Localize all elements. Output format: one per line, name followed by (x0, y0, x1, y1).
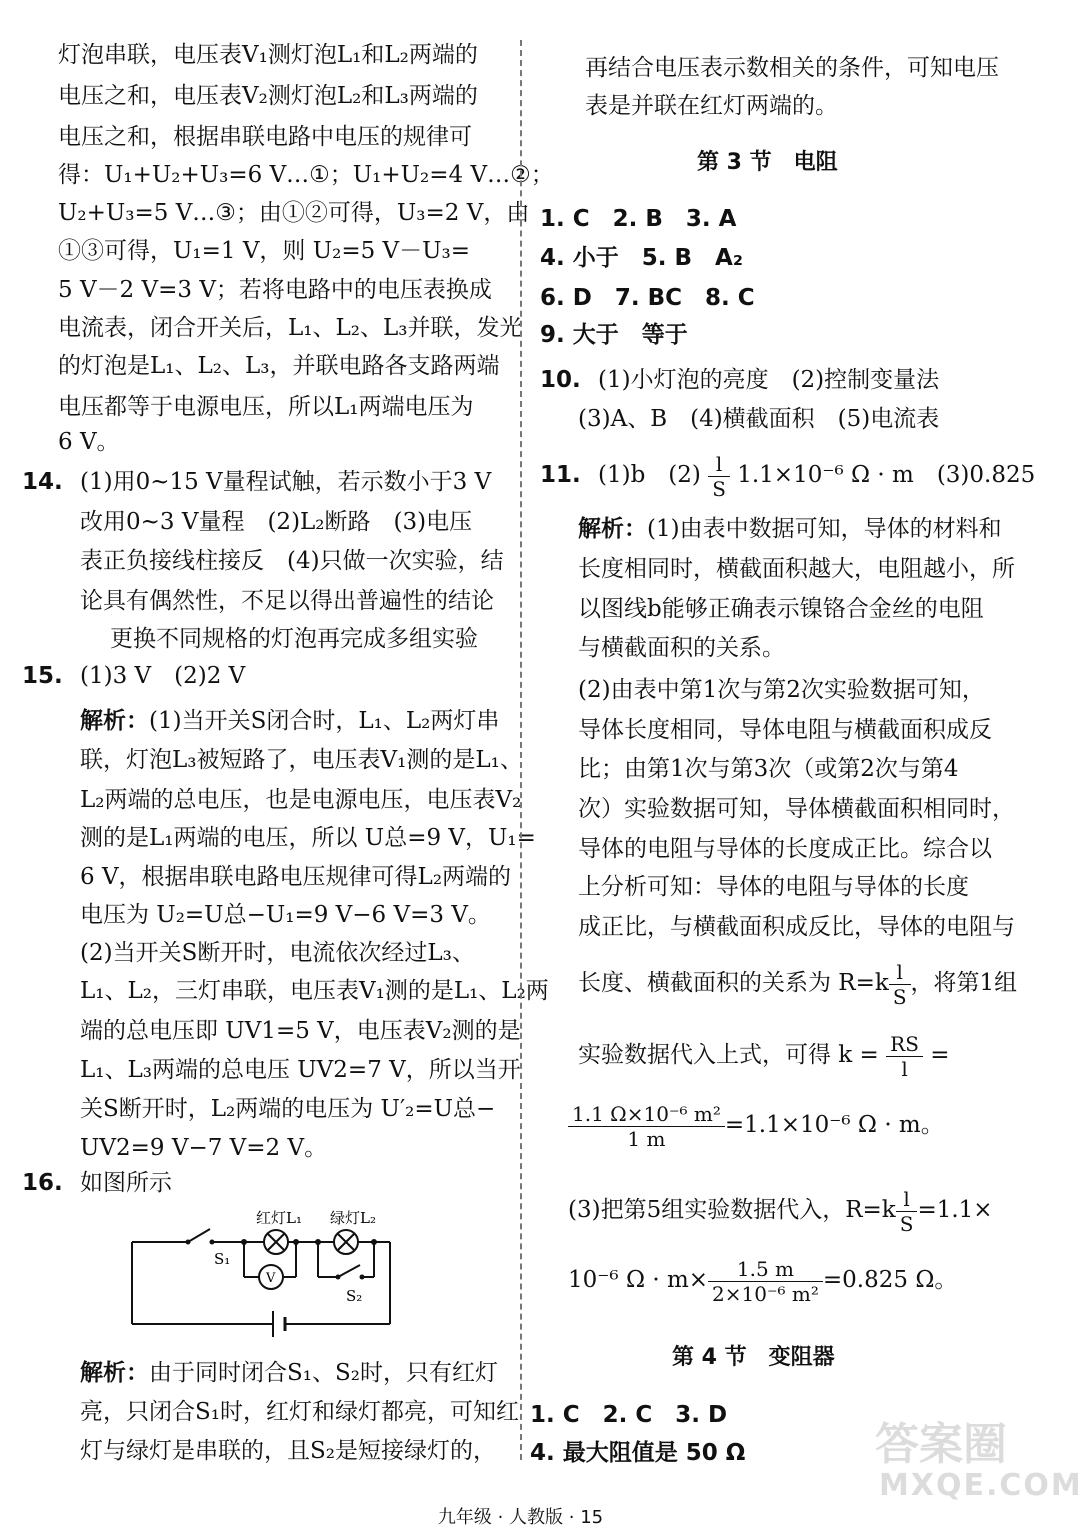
text-part: 10⁻⁶ Ω · m× (568, 1267, 709, 1293)
text-line: 测的是L₁两端的电压，所以 U总=9 V，U₁= (80, 825, 536, 851)
watermark-logo (875, 1408, 1083, 1518)
text-line: 电压都等于电源电压，所以L₁两端电压为 (58, 394, 474, 420)
text-line: (1)小灯泡的亮度 (2)控制变量法 (598, 367, 940, 393)
section-heading: 第 3 节 电阻 (697, 150, 838, 175)
text-line: (2)当开关S断开时，电流依次经过L₃、 (80, 940, 475, 966)
text-line: 6 V。 (58, 429, 120, 455)
text-line: 电压之和，根据串联电路中电压的规律可 (58, 124, 472, 150)
analysis-label: 解析： (80, 1359, 149, 1386)
text-line: 5 V－2 V=3 V；若将电路中的电压表换成 (58, 277, 492, 303)
denominator: S (899, 1211, 914, 1236)
denominator: l (901, 1056, 908, 1081)
text-line: 更换不同规格的灯泡再完成多组实验 (110, 626, 478, 652)
text-part: =1.1×10⁻⁶ Ω · m。 (724, 1112, 944, 1138)
numerator: l (708, 452, 730, 477)
denominator: S (892, 984, 907, 1009)
answer-line: 6. D 7. BC 8. C (540, 285, 755, 311)
text-line: 导体的电阻与导体的长度成正比。综合以 (578, 836, 992, 862)
text-line: 再结合电压表示数相关的条件，可知电压 (585, 55, 999, 81)
formula-line (568, 1255, 957, 1306)
text-line: 电流表，闭合开关后，L₁、L₂、L₃并联，发光 (58, 315, 523, 341)
text-line: (1)用0~15 V量程试触，若示数小于3 V (80, 469, 492, 495)
text-line: 表正负接线柱接反 (4)只做一次实验，结 (80, 548, 504, 574)
watermark-url: MXQE.COM (879, 1468, 1083, 1503)
answer-line: 4. 最大阻值是 50 Ω (530, 1440, 746, 1466)
text-line: 联，灯泡L₃被短路了，电压表V₁测的是L₁、 (80, 747, 523, 773)
analysis-label: 解析： (80, 707, 149, 734)
text-line: 以图线b能够正确表示镍铬合金丝的电阻 (578, 596, 984, 622)
answer-line: 1. C 2. B 3. A (540, 206, 737, 232)
fraction (896, 1187, 918, 1236)
text-line: 成正比，与横截面积成反比，导体的电阻与 (578, 914, 1015, 940)
text-line: (2)由表中第1次与第2次实验数据可知， (578, 677, 985, 703)
page-footer: 九年级 · 人教版 · 15 (437, 1507, 604, 1528)
text-line: (1)当开关S闭合时，L₁、L₂两灯串 (149, 708, 500, 734)
question-number: 14. (22, 469, 63, 495)
text-line: 关S断开时，L₂两端的电压为 U′₂=U总− (80, 1096, 496, 1122)
text-part: 实验数据代入上式，可得 k = (578, 1042, 879, 1068)
text-line: 由于同时闭合S₁、S₂时，只有红灯 (149, 1360, 498, 1386)
text-part: 长度、横截面积的关系为 R=k (578, 970, 889, 996)
answer-line: 4. 小于 5. B A₂ (540, 245, 743, 271)
text-line: 上分析可知：导体的电阻与导体的长度 (578, 874, 969, 900)
question-number: 10. (540, 367, 581, 393)
answer-part: 1.1×10⁻⁶ Ω · m (3)0.825 (737, 462, 1036, 488)
text-line: 亮，只闭合S₁时，红灯和绿灯都亮，可知红 (80, 1399, 519, 1425)
text-line: 电压为 U₂=U总−U₁=9 V−6 V=3 V。 (80, 902, 491, 928)
red-lamp-label: 红灯L₁ (256, 1209, 302, 1227)
fraction (886, 1032, 923, 1081)
fraction (889, 960, 911, 1009)
text-line: 得：U₁+U₂+U₃=6 V…①；U₁+U₂=4 V…②； (58, 162, 554, 188)
question-number: 15. (22, 663, 63, 689)
text-line: L₁、L₃两端的总电压 UV2=7 V，所以当开 (80, 1057, 521, 1083)
circuit-diagram (128, 1207, 408, 1337)
voltmeter-label: V (266, 1271, 276, 1286)
switch-s2-label: S₂ (346, 1287, 363, 1305)
answer-line: 9. 大于 等于 (540, 322, 688, 348)
numerator: l (889, 960, 911, 985)
text-line: 电压之和，电压表V₂测灯泡L₂和L₃两端的 (58, 83, 478, 109)
green-lamp-label: 绿灯L₂ (330, 1209, 376, 1227)
text-part: (3)把第5组实验数据代入，R=k (568, 1197, 896, 1223)
text-line: 次）实验数据可知，导体横截面积相同时， (578, 796, 1015, 822)
section-heading: 第 4 节 变阻器 (672, 1345, 835, 1370)
analysis-line (80, 706, 499, 736)
answer-line: 1. C 2. C 3. D (530, 1402, 728, 1428)
answer-line: (1)3 V (2)2 V (80, 663, 246, 689)
formula-line (578, 1030, 950, 1081)
switch-s1-label: S₁ (214, 1250, 231, 1268)
text-part: = (930, 1042, 950, 1068)
text-part: ，将第1组 (910, 970, 1018, 996)
text-line: (1)由表中数据可知，导体的材料和 (647, 516, 1002, 542)
text-line: 长度相同时，横截面积越大，电阻越小，所 (578, 556, 1015, 582)
denominator: 2×10⁻⁶ m² (712, 1281, 819, 1306)
text-line: (3)A、B (4)横截面积 (5)电流表 (578, 406, 940, 432)
text-line: 灯泡串联，电压表V₁测灯泡L₁和L₂两端的 (58, 42, 478, 68)
analysis-label: 解析： (578, 515, 647, 542)
fraction (568, 1102, 725, 1151)
denominator: 1 m (627, 1126, 666, 1151)
analysis-line (80, 1358, 498, 1388)
text-line: U₂+U₃=5 V…③；由①②可得，U₃=2 V，由 (58, 200, 530, 226)
fraction (708, 452, 730, 501)
watermark-text: 答案圈 (875, 1419, 1007, 1470)
formula-line (578, 958, 1017, 1009)
numerator: 1.5 m (708, 1257, 823, 1282)
text-line: 端的总电压即 UV1=5 V，电压表V₂测的是 (80, 1018, 521, 1044)
text-line: 改用0~3 V量程 (2)L₂断路 (3)电压 (80, 509, 473, 535)
denominator: S (712, 476, 726, 501)
text-part: =1.1× (917, 1197, 993, 1223)
numerator: 1.1 Ω×10⁻⁶ m² (568, 1102, 725, 1127)
text-line: 导体长度相同，导体电阻与横截面积成反 (578, 717, 992, 743)
question-number: 11. (540, 462, 581, 488)
formula-line (568, 1185, 993, 1236)
numerator: l (896, 1187, 918, 1212)
numerator: RS (886, 1032, 923, 1057)
text-line: ①③可得，U₁=1 V，则 U₂=5 V－U₃= (58, 238, 471, 264)
fraction (708, 1257, 823, 1306)
answer-line: 如图所示 (80, 1170, 172, 1196)
formula-line (568, 1100, 944, 1151)
column-divider (520, 40, 522, 1460)
question-number: 16. (22, 1170, 63, 1196)
text-line: 的灯泡是L₁、L₂、L₃，并联电路各支路两端 (58, 353, 500, 379)
text-line: 表是并联在红灯两端的。 (585, 93, 838, 119)
text-line: 灯与绿灯是串联的，且S₂是短接绿灯的， (80, 1438, 496, 1464)
text-line: L₁、L₂，三灯串联，电压表V₁测的是L₁、L₂两 (80, 978, 549, 1004)
text-part: =0.825 Ω。 (822, 1267, 958, 1293)
text-line: UV2=9 V−7 V=2 V。 (80, 1135, 328, 1161)
text-line: L₂两端的总电压，也是电源电压，电压表V₂ (80, 787, 522, 813)
text-line: 与横截面积的关系。 (578, 635, 785, 661)
text-line: 6 V，根据串联电路电压规律可得L₂两端的 (80, 864, 512, 890)
answer-line (598, 450, 1035, 501)
answer-part: (1)b (2) (598, 462, 701, 488)
text-line: 比；由第1次与第3次（或第2次与第4 (578, 756, 959, 782)
text-line: 论具有偶然性，不足以得出普遍性的结论 (80, 588, 494, 614)
analysis-line (578, 514, 1002, 544)
